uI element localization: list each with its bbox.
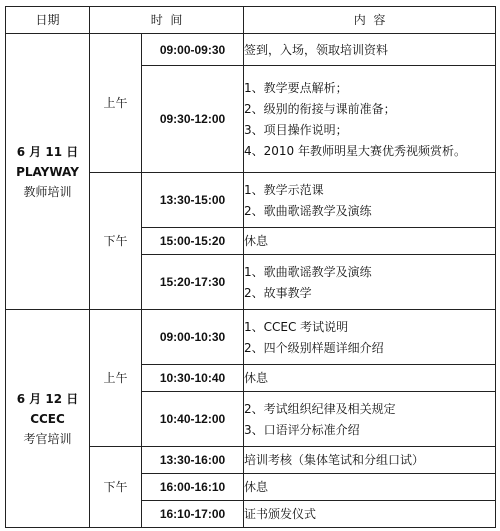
schedule-table — [5, 6, 496, 528]
table-row — [6, 34, 496, 66]
content-line: 2、故事教学 — [244, 285, 312, 300]
period-afternoon: 下午 — [90, 447, 142, 528]
time-cell: 10:40-12:00 — [142, 392, 244, 447]
day-program: CCEC — [30, 411, 65, 426]
content-line: 1、CCEC 考试说明 — [244, 319, 349, 334]
schedule-container — [5, 6, 496, 528]
content-cell — [244, 173, 496, 228]
time-cell: 13:30-15:00 — [142, 173, 244, 228]
content-line: 2、歌曲歌谣教学及演练 — [244, 203, 372, 218]
time-cell: 13:30-16:00 — [142, 447, 244, 474]
content-line: 1、歌曲歌谣教学及演练 — [244, 264, 372, 279]
content-line: 1、教学要点解析； — [244, 80, 348, 95]
content-line: 4、2010 年教师明星大赛优秀视频赏析。 — [244, 143, 467, 158]
period-afternoon: 下午 — [90, 173, 142, 310]
time-cell: 16:10-17:00 — [142, 501, 244, 528]
header-row — [6, 7, 496, 34]
period-morning: 上午 — [90, 310, 142, 447]
time-cell: 10:30-10:40 — [142, 365, 244, 392]
day-cell — [6, 34, 90, 310]
time-cell: 09:00-09:30 — [142, 34, 244, 66]
header-time: 时 间 — [90, 7, 244, 34]
content-line: 培训考核（集体笔试和分组口试） — [244, 453, 425, 467]
period-morning: 上午 — [90, 34, 142, 173]
content-cell — [244, 310, 496, 365]
content-cell — [244, 392, 496, 447]
content-line: 休息 — [244, 480, 269, 494]
content-cell — [244, 474, 496, 501]
time-cell: 09:30-12:00 — [142, 66, 244, 173]
content-line: 1、教学示范课 — [244, 182, 324, 197]
content-cell — [244, 447, 496, 474]
content-line: 2、四个级别样题详细介绍 — [244, 340, 384, 355]
content-line: 2、考试组织纪律及相关规定 — [244, 401, 396, 416]
day-date: 6 月 12 日 — [16, 391, 79, 406]
content-line: 休息 — [244, 234, 269, 248]
content-cell — [244, 34, 496, 66]
day-cell — [6, 310, 90, 528]
content-line: 3、项目操作说明； — [244, 122, 348, 137]
header-content: 内 容 — [244, 7, 496, 34]
content-line: 休息 — [244, 371, 269, 385]
time-cell: 16:00-16:10 — [142, 474, 244, 501]
content-cell — [244, 228, 496, 255]
content-line: 3、口语评分标准介绍 — [244, 422, 360, 437]
day-date: 6 月 11 日 — [16, 144, 79, 159]
day-type: 教师培训 — [23, 184, 72, 199]
content-line: 签到，入场，领取培训资料 — [244, 42, 389, 57]
content-cell — [244, 501, 496, 528]
content-line: 2、级别的衔接与课前准备； — [244, 101, 396, 116]
content-cell — [244, 66, 496, 173]
day-program: PLAYWAY — [16, 164, 79, 179]
time-cell: 15:20-17:30 — [142, 255, 244, 310]
time-cell: 15:00-15:20 — [142, 228, 244, 255]
time-cell: 09:00-10:30 — [142, 310, 244, 365]
content-line: 证书颁发仪式 — [244, 507, 317, 521]
header-date: 日期 — [6, 7, 90, 34]
content-cell — [244, 255, 496, 310]
content-cell — [244, 365, 496, 392]
table-row — [6, 310, 496, 365]
day-type: 考官培训 — [23, 431, 72, 446]
